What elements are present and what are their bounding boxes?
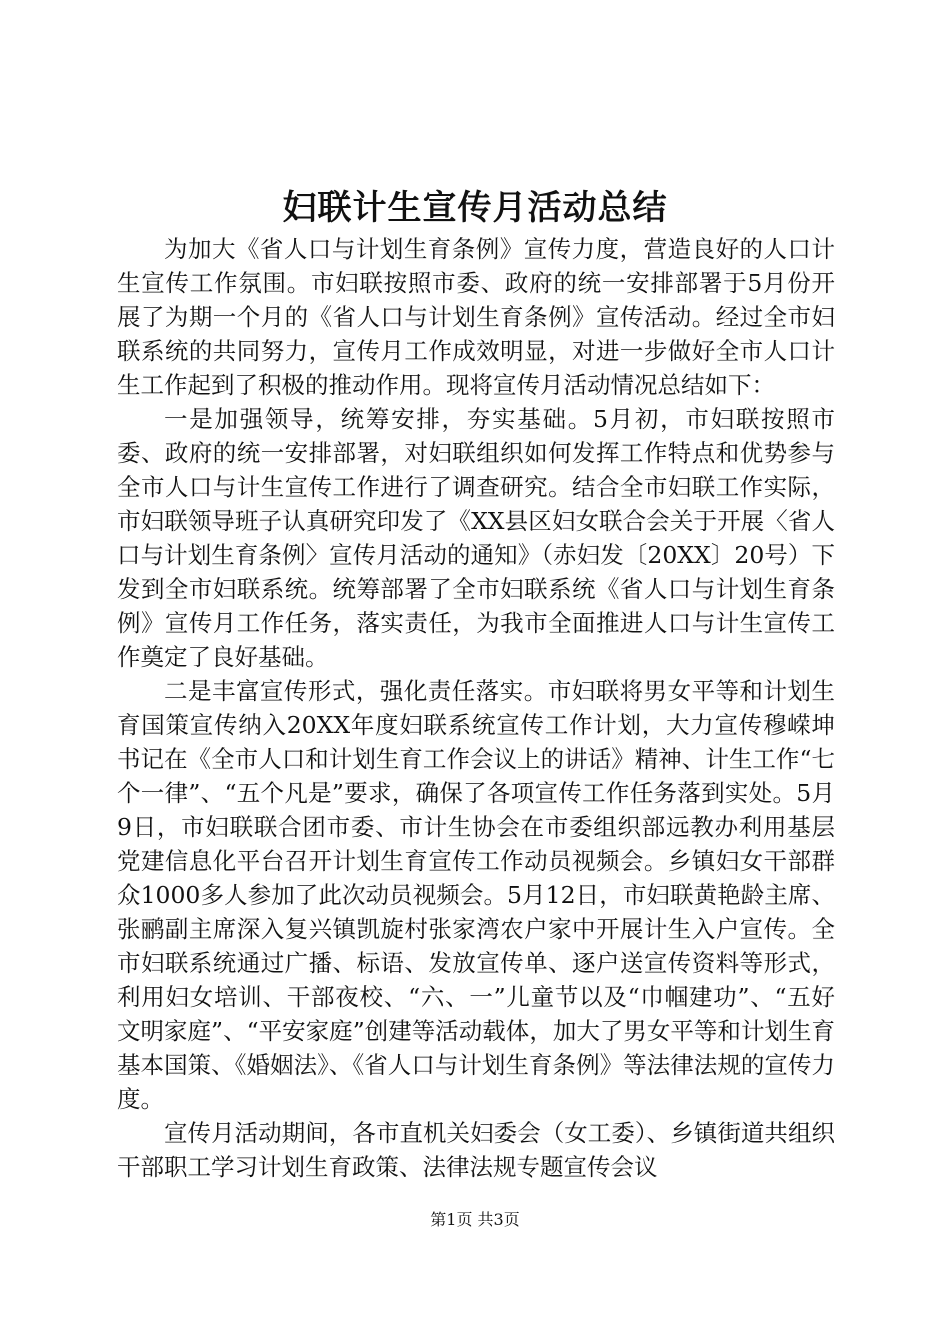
paragraph-activity-period: 宣传月活动期间，各市直机关妇委会（女工委）、乡镇街道共组织干部职工学习计划生育政策、法律法规专题宣传会议 xyxy=(117,1119,835,1181)
page-number-footer: 第1页 共3页 xyxy=(430,1210,520,1229)
paragraph-intro: 为加大《省人口与计划生育条例》宣传力度，营造良好的人口计生宣传工作氛围。市妇联按照市委、政府的统一安排部署于5月份开展了为期一个月的《省人口与计划生育条例》宣传活动。经过全市妇联系统的共同努力，宣传月工作成效明显，对进一步做好全市人口计生工作起到了积极的推动作用。现将宣传月活动情况总结如下： xyxy=(117,235,835,399)
document-title: 妇联计生宣传月活动总结 xyxy=(282,188,668,228)
document-body xyxy=(117,232,835,1184)
paragraph-leadership: 一是加强领导，统筹安排，夯实基础。5月初，市妇联按照市委、政府的统一安排部署，对妇联组织如何发挥工作特点和优势参与全市人口与计生宣传工作进行了调查研究。结合全市妇联工作实际，市妇联领导班子认真研究印发了《XX县区妇女联合会关于开展〈省人口与计划生育条例〉宣传月活动的通知》（赤妇发〔20XX〕20号）下发到全市妇联系统。统筹部署了全市妇联系统《省人口与计划生育条例》宣传月工作任务，落实责任，为我市全面推进人口与计生宣传工作奠定了良好基础。 xyxy=(117,405,835,671)
paragraph-publicity-forms: 二是丰富宣传形式，强化责任落实。市妇联将男女平等和计划生育国策宣传纳入20XX年度妇联系统宣传工作计划，大力宣传穆嵘坤书记在《全市人口和计划生育工作会议上的讲话》精神、计生工作“七个一律”、“五个凡是”要求，确保了各项宣传工作任务落到实处。5月9日，市妇联联合团市委、市计生协会在市委组织部远教办利用基层党建信息化平台召开计划生育宣传工作动员视频会。乡镇妇女干部群众1000多人参加了此次动员视频会。5月12日，市妇联黄艳龄主席、张鹂副主席深入复兴镇凯旋村张家湾农户家中开展计生入户宣传。全市妇联系统通过广播、标语、发放宣传单、逐户送宣传资料等形式，利用妇女培训、干部夜校、“六、一”儿童节以及“巾帼建功”、“五好文明家庭”、“平安家庭”创建等活动载体，加大了男女平等和计划生育基本国策、《婚姻法》、《省人口与计划生育条例》等法律法规的宣传力度。 xyxy=(117,677,835,1113)
